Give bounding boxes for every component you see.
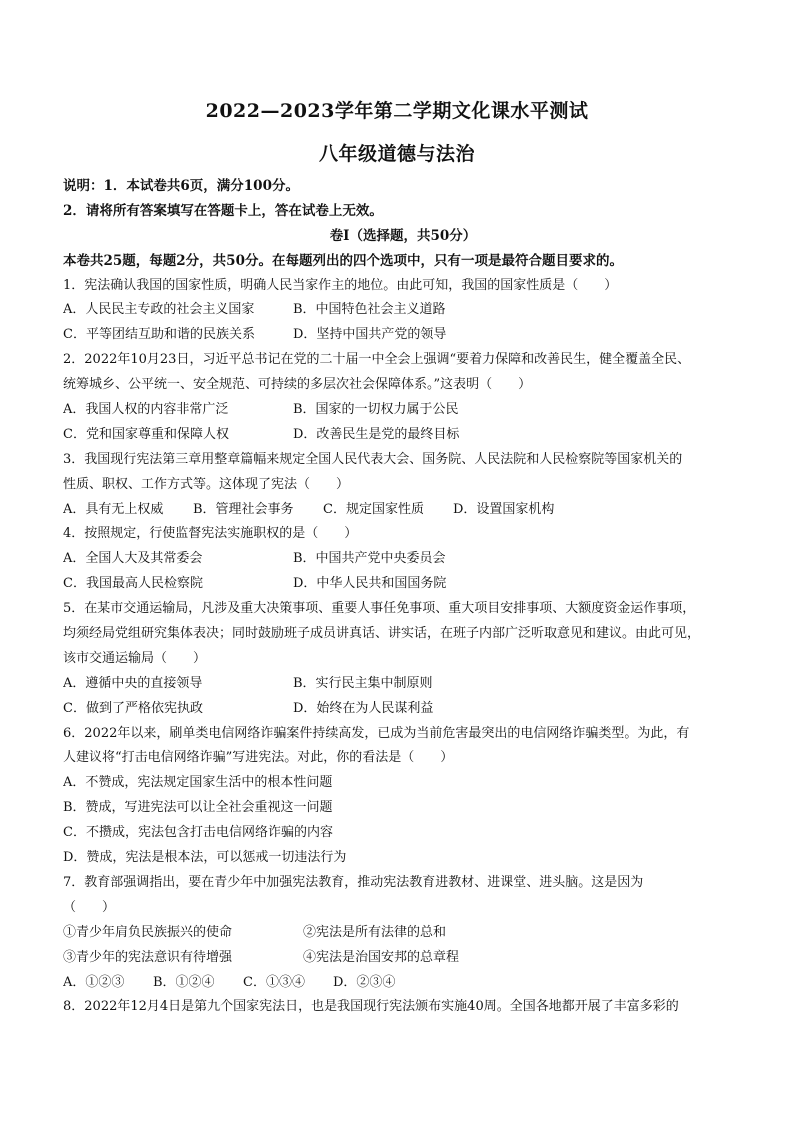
question-6-option-c: C．不攒成，宪法包含打击电信网络诈骗的内容 bbox=[63, 825, 333, 841]
question-1-stem: 1．宪法确认我国的国家性质，明确人民当家作主的地位。由此可知，我国的国家性质是（ ） bbox=[63, 277, 618, 293]
question-5-option-c: C．做到了严格依宪执政 bbox=[63, 700, 203, 716]
question-7-item-3: ③青少年的宪法意识有待增强 bbox=[63, 949, 233, 965]
question-7-items-row-1 bbox=[63, 921, 743, 946]
question-2-options-row-1 bbox=[63, 398, 743, 423]
question-1-option-b: B．中国特色社会主义道路 bbox=[293, 302, 446, 318]
section-note: 本卷共25题，每题2分，共50分。在每题列出的四个选项中，只有一项是最符合题目要求的。 bbox=[63, 252, 623, 269]
exam-subtitle: 八年级道德与法治 bbox=[318, 143, 475, 165]
question-1-options-row-1 bbox=[63, 298, 743, 323]
question-2-options-row-2 bbox=[63, 423, 743, 448]
question-2-option-d: D．改善民生是党的最终目标 bbox=[293, 426, 460, 442]
question-4-option-c: C．我国最高人民检察院 bbox=[63, 576, 203, 592]
question-2-option-a: A．我国人权的内容非常广泛 bbox=[63, 402, 229, 418]
question-7-item-4: ④宪法是治国安邦的总章程 bbox=[303, 949, 460, 965]
question-1-option-a: A．人民民主专政的社会主义国家 bbox=[63, 302, 255, 318]
question-1-options-row-2 bbox=[63, 323, 743, 348]
question-1-option-c: C．平等团结互助和谐的民族关系 bbox=[63, 327, 255, 343]
question-7-item-2: ②宪法是所有法律的总和 bbox=[303, 924, 447, 940]
question-7-item-1: ①青少年肩负民族振兴的使命 bbox=[63, 924, 233, 940]
question-7-items-row-2 bbox=[63, 946, 743, 971]
question-8-stem-line-1: 8．2022年12月4日是第九个国家宪法日，也是我国现行宪法颁布实施40周。全国各地都开展了丰富多彩的 bbox=[63, 999, 679, 1015]
question-4-option-a: A．全国人大及其常委会 bbox=[63, 551, 203, 567]
question-5-options-row-1 bbox=[63, 672, 743, 697]
question-2-stem-line-2: 统筹城乡、公平统一、安全规范、可持续的多层次社会保障体系。”这表明（ ） bbox=[63, 377, 532, 393]
question-6-option-d: D．赞成，宪法是根本法，可以惩戒一切违法行为 bbox=[63, 850, 347, 866]
instruction-line-1: 说明：1．本试卷共6页，满分100分。 bbox=[63, 178, 299, 194]
question-3-option-b: B．管理社会事务 bbox=[193, 501, 294, 517]
question-6-stem-line-2: 人建议将“打击电信网络诈骗”写进宪法。对此，你的看法是（ ） bbox=[63, 750, 454, 766]
question-7-stem-line-1: 7．教育部强调指出，要在青少年中加强宪法教育，推动宪法教育进教材、进课堂、进头脑。这是因为 bbox=[63, 874, 644, 890]
question-1-option-d: D．坚持中国共产党的领导 bbox=[293, 327, 447, 343]
instruction-line-2: 2．请将所有答案填写在答题卡上，答在试卷上无效。 bbox=[63, 202, 383, 219]
question-3-options bbox=[63, 498, 743, 523]
question-3-option-c: C．规定国家性质 bbox=[323, 501, 424, 517]
question-3-stem-line-2: 性质、职权、工作方式等。这体现了宪法（ ） bbox=[63, 476, 350, 492]
question-5-option-a: A．遵循中央的直接领导 bbox=[63, 675, 203, 691]
question-3-stem-line-1: 3．我国现行宪法第三章用整章篇幅来规定全国人民代表大会、国务院、人民法院和人民检察院等国家机关的 bbox=[63, 451, 683, 467]
exam-body bbox=[63, 174, 743, 1020]
question-2-option-b: B．国家的一切权力属于公民 bbox=[293, 402, 459, 418]
question-4-option-d: D．中华人民共和国国务院 bbox=[293, 576, 447, 592]
question-4-options-row-1 bbox=[63, 547, 743, 572]
question-5-stem-line-2: 均须经局党组研究集体表决；同时鼓励班子成员讲真话、讲实话，在班子内部广泛听取意见和建议。由此可见， bbox=[63, 626, 701, 642]
question-2-option-c: C．党和国家尊重和保障人权 bbox=[63, 426, 229, 442]
question-6-option-a: A．不赞成，宪法规定国家生活中的根本性问题 bbox=[63, 775, 333, 791]
question-7-options bbox=[63, 971, 743, 996]
question-7-option-b: B．①②④ bbox=[153, 974, 215, 990]
question-4-options-row-2 bbox=[63, 572, 743, 597]
question-4-option-b: B．中国共产党中央委员会 bbox=[293, 551, 446, 567]
question-5-stem-line-3: 该市交通运输局（ ） bbox=[63, 650, 207, 666]
exam-title: 2022—2023学年第二学期文化课水平测试 bbox=[205, 100, 589, 122]
question-7-stem-line-2: （ ） bbox=[63, 899, 116, 915]
question-7-option-a: A．①②③ bbox=[63, 974, 125, 990]
section-heading: 卷Ⅰ（选择题，共50分） bbox=[329, 227, 477, 244]
question-5-stem-line-1: 5．在某市交通运输局，凡涉及重大决策事项、重要人事任免事项、重大项目安排事项、大额度资金运作事项， bbox=[63, 601, 696, 617]
question-2-stem-line-1: 2．2022年10月23日，习近平总书记在党的二十届一中全会上强调“要着力保障和改善民生，健全覆盖全民、 bbox=[63, 352, 691, 368]
question-4-stem: 4．按照规定，行使监督宪法实施职权的是（ ） bbox=[63, 526, 358, 542]
question-7-option-d: D．②③④ bbox=[333, 974, 396, 990]
question-5-option-b: B．实行民主集中制原则 bbox=[293, 675, 433, 691]
question-6-stem-line-1: 6．2022年以来，刷单类电信网络诈骗案件持续高发，已成为当前危害最突出的电信网络诈骗类型。为此，有 bbox=[63, 725, 690, 741]
question-3-option-d: D．设置国家机构 bbox=[453, 501, 555, 517]
question-3-option-a: A．具有无上权威 bbox=[63, 501, 164, 517]
question-7-option-c: C．①③④ bbox=[243, 974, 305, 990]
question-5-option-d: D．始终在为人民谋利益 bbox=[293, 700, 434, 716]
question-5-options-row-2 bbox=[63, 697, 743, 722]
question-6-option-b: B．赞成，写进宪法可以让全社会重视这一问题 bbox=[63, 800, 333, 816]
